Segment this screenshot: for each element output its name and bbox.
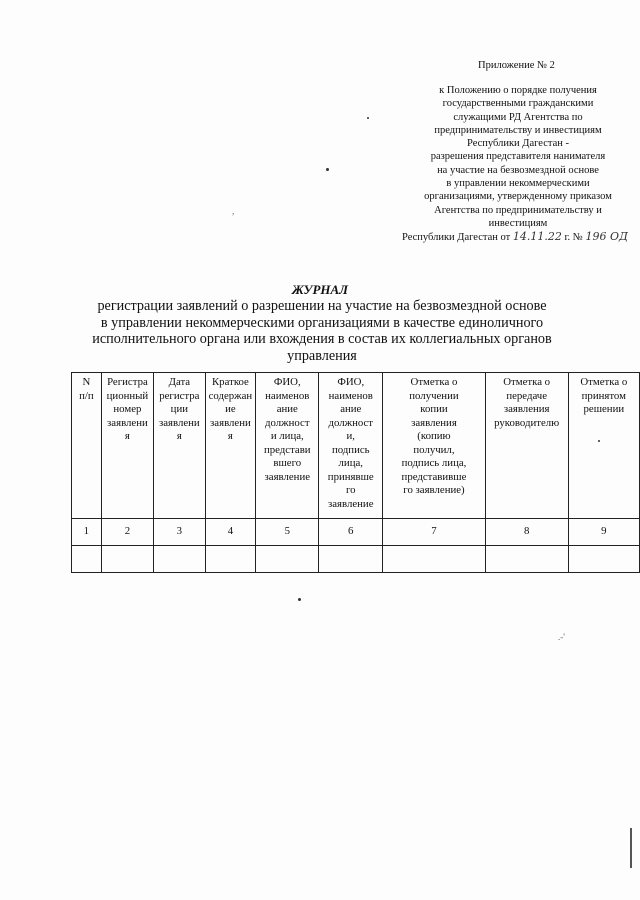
header-cell: Регистра ционный номер заявлени я (101, 373, 153, 519)
appendix-line: инвестициям (488, 217, 548, 229)
header-cell: Краткое содержан ие заявлени я (205, 373, 256, 519)
appendix-line: предпринимательству и инвестициям (434, 124, 602, 136)
appendix-line-prefix: Республики Дагестан от (402, 232, 511, 244)
empty-cell (485, 546, 568, 573)
empty-cell (205, 546, 256, 573)
journal-table (71, 372, 640, 573)
scan-speck (326, 168, 329, 171)
scan-speck (367, 117, 369, 119)
column-number-cell: 5 (256, 519, 319, 546)
appendix-line: служащими РД Агентства по (453, 111, 583, 123)
column-number-cell: 1 (72, 519, 102, 546)
column-number-cell: 8 (485, 519, 568, 546)
column-number-cell: 2 (101, 519, 153, 546)
column-number-cell: 9 (568, 519, 639, 546)
header-cell: N п/п (72, 373, 102, 519)
table-empty-row (72, 546, 640, 573)
appendix-line: на участие на безвозмездной основе (437, 164, 599, 176)
empty-cell (256, 546, 319, 573)
empty-cell (383, 546, 486, 573)
table-header-row (72, 373, 640, 519)
empty-cell (101, 546, 153, 573)
scan-speck (298, 598, 301, 601)
journal-subtitle-line: в управлении некоммерческими организациями в качестве единоличного (100, 314, 544, 331)
table-column-numbers-row (72, 519, 640, 546)
header-cell: ФИО, наименов ание должност и лица, представи вшего заявление (256, 373, 319, 519)
journal-subtitle (80, 298, 564, 364)
journal-subtitle-line: регистрации заявлений о разрешении на участие на безвозмездной основе (97, 298, 547, 314)
journal-title: ЖУРНАЛ (291, 282, 349, 297)
empty-cell (154, 546, 205, 573)
column-number-cell: 6 (319, 519, 383, 546)
header-cell: Дата регистра ции заявлени я (154, 373, 205, 519)
appendix-line: государственными гражданскими (442, 98, 594, 110)
appendix-line: к Положению о порядке получения (439, 85, 597, 96)
header-cell: Отметка о передаче заявления руководителю (485, 373, 568, 519)
appendix-title: Приложение № 2 (478, 60, 555, 71)
appendix-date-line (402, 230, 634, 244)
journal-subtitle-line: исполнительного органа или вхождения в состав их коллегиальных органов (92, 331, 552, 347)
scan-speck (598, 440, 600, 442)
empty-cell (568, 546, 639, 573)
scan-mark: .-' (558, 632, 565, 642)
handwritten-date: 14.11.22 (512, 230, 562, 244)
year-number-label: г. № (564, 232, 583, 244)
appendix-line: организациями, утвержденному приказом (424, 191, 612, 203)
appendix-line: в управлении некоммерческими (446, 178, 590, 190)
header-cell: ФИО, наименов ание должност и, подпись лица, принявше го заявление (319, 373, 383, 519)
header-cell: Отметка о получении копии заявления (копию получил, подпись лица, представивше го заявление) (383, 373, 486, 519)
handwritten-order-number: 196 ОД (585, 230, 628, 244)
empty-cell (319, 546, 383, 573)
appendix-reference (402, 84, 634, 245)
header-cell: Отметка о принятом решении (568, 373, 639, 519)
scan-mark: , (232, 206, 235, 216)
empty-cell (72, 546, 102, 573)
appendix-line: разрешения представителя нанимателя (430, 151, 606, 163)
column-number-cell: 7 (383, 519, 486, 546)
column-number-cell: 3 (154, 519, 205, 546)
scan-edge-line (630, 828, 632, 868)
appendix-line: Агентства по предпринимательству и (434, 204, 602, 216)
appendix-line: Республики Дагестан - (467, 138, 569, 150)
column-number-cell: 4 (205, 519, 256, 546)
journal-subtitle-line: управления (287, 347, 357, 364)
